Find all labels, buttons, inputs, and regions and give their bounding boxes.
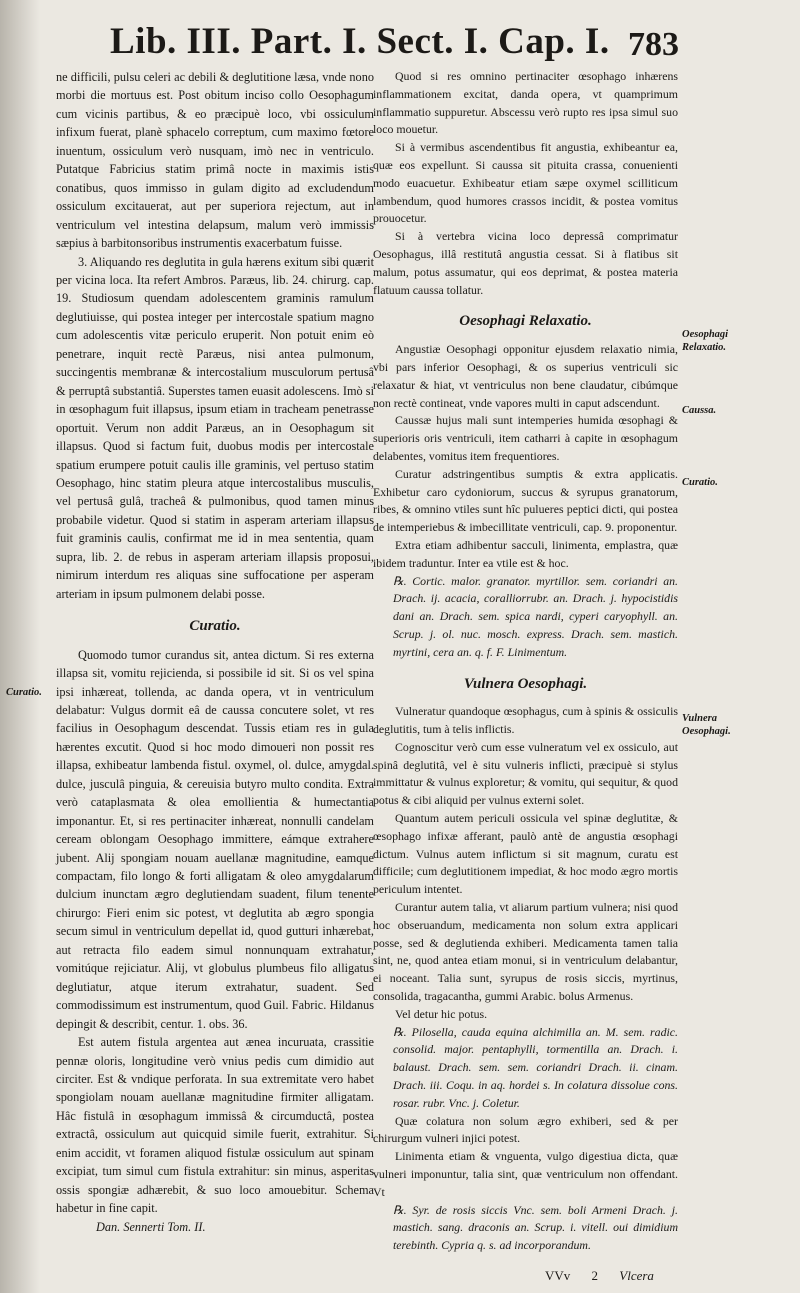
left-column xyxy=(56,68,374,1236)
running-title: Lib. III. Part. I. Sect. I. Cap. I. xyxy=(110,21,610,62)
page-header xyxy=(0,20,800,70)
section-heading-vulnera: Vulnera Oesophagi. xyxy=(463,675,588,692)
recipe-formula: ℞. Cortic. malor. granator. myrtillor. sem. coriandri an. Drach. ij. acacia, coralliorrubr. an. Drach. j. hypocistidis dani an. Drach. sem. spica nardi, cyperi caryophyll. an. Scrup. j. ol. nuc. mosch. express. Drach. sem. mastich. myrtini, cera an. q. f. F. Linimentum. xyxy=(393,573,678,659)
margin-note-vulnera-oesophagi: Vulnera Oesophagi. xyxy=(682,713,731,737)
paragraph: Quomodo tumor curandus sit, antea dictum. Si res externa illapsa sit, vomitu rejicienda, si possibile id sit. Si os vel spina ipsi inhæreat, tollenda, ac danda opera, vt in ventriculum delabatur: Vulgus dormit eâ de caussa concutere solet, vt res facilius in Oesophagum descendat. Tussis etiam res in gula hærentes excutit. Quod si hoc modo dimoueri non possit res illapsa, exhibeatur lambenda fistul. oxymel, ol. dulce, amygdal. dulce, jusculâ pinguia, & cereuisia butyro multo condita. Extra verò cataplasmata & olea emollientia & humectantia imponantur. Et, si res pertinaciter inhæreat, nonnulli candelam ceream oblongam Oesophago immittere, eámque extrahere jubent. Alij spongiam nouam auellanæ magnitudine, eamque compactam, filo longo & forti alligatam & oleo amygdalarum dulcium inunctam ægro deglutiendam suadent, filum tenente chirurgo: Fieri enim sic potest, vt deglutita ab ægro spongia secum simul in ventriculum depellat id, quod gutturi inhærebat, aut retracta filo eadem simul nonnunquam extrahatur, vomitúque rejiciatur. Alij, vt globulus plumbeus filo alligatus deglutiatur, atque iterum extrahatur, suadent. Sed commodissimum est instrumentum, quod Guil. Fabric. Hildanus depingit & describit, centur. 1. obs. 36. xyxy=(56,647,374,1031)
paragraph: Si à vertebra vicina loco depressâ comprimatur Oesophagus, illâ restitutâ angustia cessat. Si à flatibus sit malum, potus assumatur, qui eos deprimat, & postea materia flatuum caussa tollatur. xyxy=(373,229,678,297)
paragraph: Quod si res omnino pertinaciter œsophago inhærens inflammationem excitat, danda opera, vt quamprimum inflammatio suppuretur. Abscessu verò rupto res ipsa simul suo loco mouetur. xyxy=(373,69,678,137)
right-column xyxy=(373,68,678,1255)
page-gutter-shadow xyxy=(0,0,40,1293)
paragraph: Vel detur hic potus. xyxy=(395,1006,488,1021)
margin-note-oesophagi-relaxatio: Oesophagi Relaxatio. xyxy=(682,329,729,353)
paragraph: Est autem fistula argentea aut ænea incuruata, crassitie pennæ oloris, longitudine verò vnius pedis cum dimidio aut circiter. Est & vndique perforata. In sua extremitate vero habet spongiolam nouam auellanæ magnitudine firmiter alligatam. Hâc fistulâ in œsophagum immissâ & circumductâ, postea extractâ, ossiculum aut quicquid simile fuerit, extrahitur. Si enim accidit, vt foramen aliquod fistulæ ossiculum aut spinam excipiat, tum simul cum fistula extrahitur: sin minus, asperitas ossis spongiæ adhærebit, & suo loco amouebitur. Schema habetur in fine capit. xyxy=(56,1035,374,1216)
page-number: 783 xyxy=(628,26,679,63)
recipe-formula: ℞. Syr. de rosis siccis Vnc. sem. boli Armeni Drach. j. mastich. sang. draconis an. Scrup. i. vitell. oui dimidium terebinth. Cypria q. s. ad incorporandum. xyxy=(393,1202,678,1253)
paragraph: Angustiæ Oesophagi opponitur ejusdem relaxatio nimia, vbi pars inferior Oesophagi, & os superius ventriculi sic relaxatur & hiat, vt ventriculus non bene claudatur, cibúmque non rectè contineat, vnde vapores multi in caput adscendunt. xyxy=(373,342,678,410)
paragraph: Curatur adstringentibus sumptis & extra applicatis. Exhibetur caro cydoniorum, succus & syrupus granatorum, ribes, & omnino vtiles sunt hîc pulueres peptici dicti, qui postea de intemperiebus & imbecillitate ventriculi, cap. 9. proponentur. xyxy=(373,466,678,535)
page-footer xyxy=(545,1268,672,1284)
paragraph: Extra etiam adhibentur sacculi, linimenta, emplastra, quæ ibidem traduntur. Inter ea vtile est & hoc. xyxy=(373,537,678,570)
paragraph: Vulneratur quandoque œsophagus, cum à spinis & ossiculis deglutitis, tum à telis inflictis. xyxy=(373,704,678,737)
margin-note-curatio-right: Curatio. xyxy=(682,477,718,488)
margin-note-caussa: Caussa. xyxy=(682,405,717,416)
section-heading-relaxatio: Oesophagi Relaxatio. xyxy=(459,313,592,330)
paragraph: Linimenta etiam & vnguenta, vulgo digestiua dicta, quæ vulneri imponuntur, talia sint, quæ ventriculum non offendant. Vt xyxy=(373,1149,678,1199)
paragraph: Si à vermibus ascendentibus fit angustia, exhibeantur ea, quæ eos expellunt. Si caussa sit pituita crassa, conuenienti modo euacuetur. Exhibeatur etiam sæpe oxymel scilliticum lambendum, quod humores crassos incidit, & postea vomitus prouocetur. xyxy=(373,140,678,226)
signature-mark: VVv xyxy=(545,1268,571,1283)
paragraph: ne difficili, pulsu celeri ac debili & deglutitione læsa, vnde nono morbi die mortuus est. Post obitum inciso collo Oesophagum cum vicinis partibus, & eo præcipuè loco, vbi ossiculum infixum fuerat, planè sphacelo correptum, cum maximo fœtore inuentum, ossiculum verò nusquam, imò nec in ventriculo. Putatque Fabricius statim primâ nocte in maximis istis conatibus, quos immisso in gulam digito ad excludendum ossiculum excitauerat, aut per superiora rejectum, aut in ventriculum vel intestina delapsum, malum verò immissis sæpius à barbitonsoribus instrumentis exacerbatum fuisse. xyxy=(56,70,374,251)
paragraph: Caussæ hujus mali sunt intemperies humida œsophagi & superioris oris ventriculi, item catharri à capite in œsophagum delabentes, vomitus item frequentiores. xyxy=(373,413,678,463)
paragraph: Quantum autem periculi ossicula vel spinæ deglutitæ, & œsophago infixæ afferant, paulò antè de angustia œsophagi dictum. Vulnus autem inflictum si sit magnum, curatu est difficile; cum deglutitionem impediat, & hoc modo ægro mortis periculum intentet. xyxy=(373,811,678,897)
paragraph: Curantur autem talia, vt aliarum partium vulnera; nisi quod hoc obseruandum, medicamenta non solum extra applicari posse, sed & deglutienda exhiberi. Medicamenta tamen talia sint, ne, quod antea etiam monui, si in ventriculum delabantur, ei noceant. Talia sunt, syrupus de rosis siccis, myrtinus, consolida, tragacantha, gummi Arabic. bolus Armenus. xyxy=(373,900,678,1004)
section-heading-curatio: Curatio. xyxy=(189,618,241,635)
signature-number: 2 xyxy=(591,1268,599,1283)
margin-note-curatio-left: Curatio. xyxy=(6,687,42,698)
paragraph: Cognoscitur verò cum esse vulneratum vel ex ossiculo, aut spinâ deglutitâ, vel è situ vulneris inflicti, præcipuè si stylus immittatur & vulnus exploretur; & vomitu, qui sequitur, & quod potus & cibi aliquid per vulnus externi solet. xyxy=(373,739,678,808)
recipe-formula: ℞. Pilosella, cauda equina alchimilla an. M. sem. radic. consolid. major. pentaphylli, tormentilla an. Drach. i. balaust. Drach. sem. sem. coriandri Drach. ii. cinam. Drach. iii. Coqu. in aq. hordei s. In colatura dissolue cons. rosar. rubr. Vnc. j. Coletur. xyxy=(393,1024,678,1110)
paragraph: Quæ colatura non solum ægro exhiberi, sed & per chirurgum vulneri injici potest. xyxy=(373,1113,678,1146)
volume-signature: Dan. Sennerti Tom. II. xyxy=(96,1219,206,1234)
catchword: Vlcera xyxy=(619,1268,654,1283)
paragraph: 3. Aliquando res deglutita in gula hærens exitum sibi quærit per vicina loca. Ita refert Ambros. Paræus, lib. 24. chirurg. cap. 19. Studiosum quendam adolescentem graminis ramulum deglutiuisse, qui postea integer per intercostale spatium magno cum adolescentis vitæ periculo eruperit. Non potuit enim eò penetrare, inquit rectè Paræus, nisi antea pulmonum, succingentis membranæ & intercostalium musculorum pertusâ & perruptâ substantiâ. Superstes tamen euasit adolescens. Imò si in œsophagum fuit illapsus, ipsum etiam in tracheam penetrasse oportuit. Verum non addit Paræus, an in Oesophagum sit illapsus. Quod si factum fuit, duobus modis per intercostale spatium erumpere potuit caulis ille graminis, vel pertuso statim Oesophago, hinc statim pleura atque intercostalibus musculis, vel pertusâ gulâ, tracheâ & pulmonibus, quod tamen minus probabile videtur. Quod si statim in asperam arteriam illapsus fuit graminis caulis, confirmat me id in mea sententia, quam supra, lib. 2. de rebus in asperam arteriam illapsis proposui, nimirum interdum res aliquas sine suffocatione per asperam arteriam in ipsum pulmonem delabi posse. xyxy=(56,254,374,601)
